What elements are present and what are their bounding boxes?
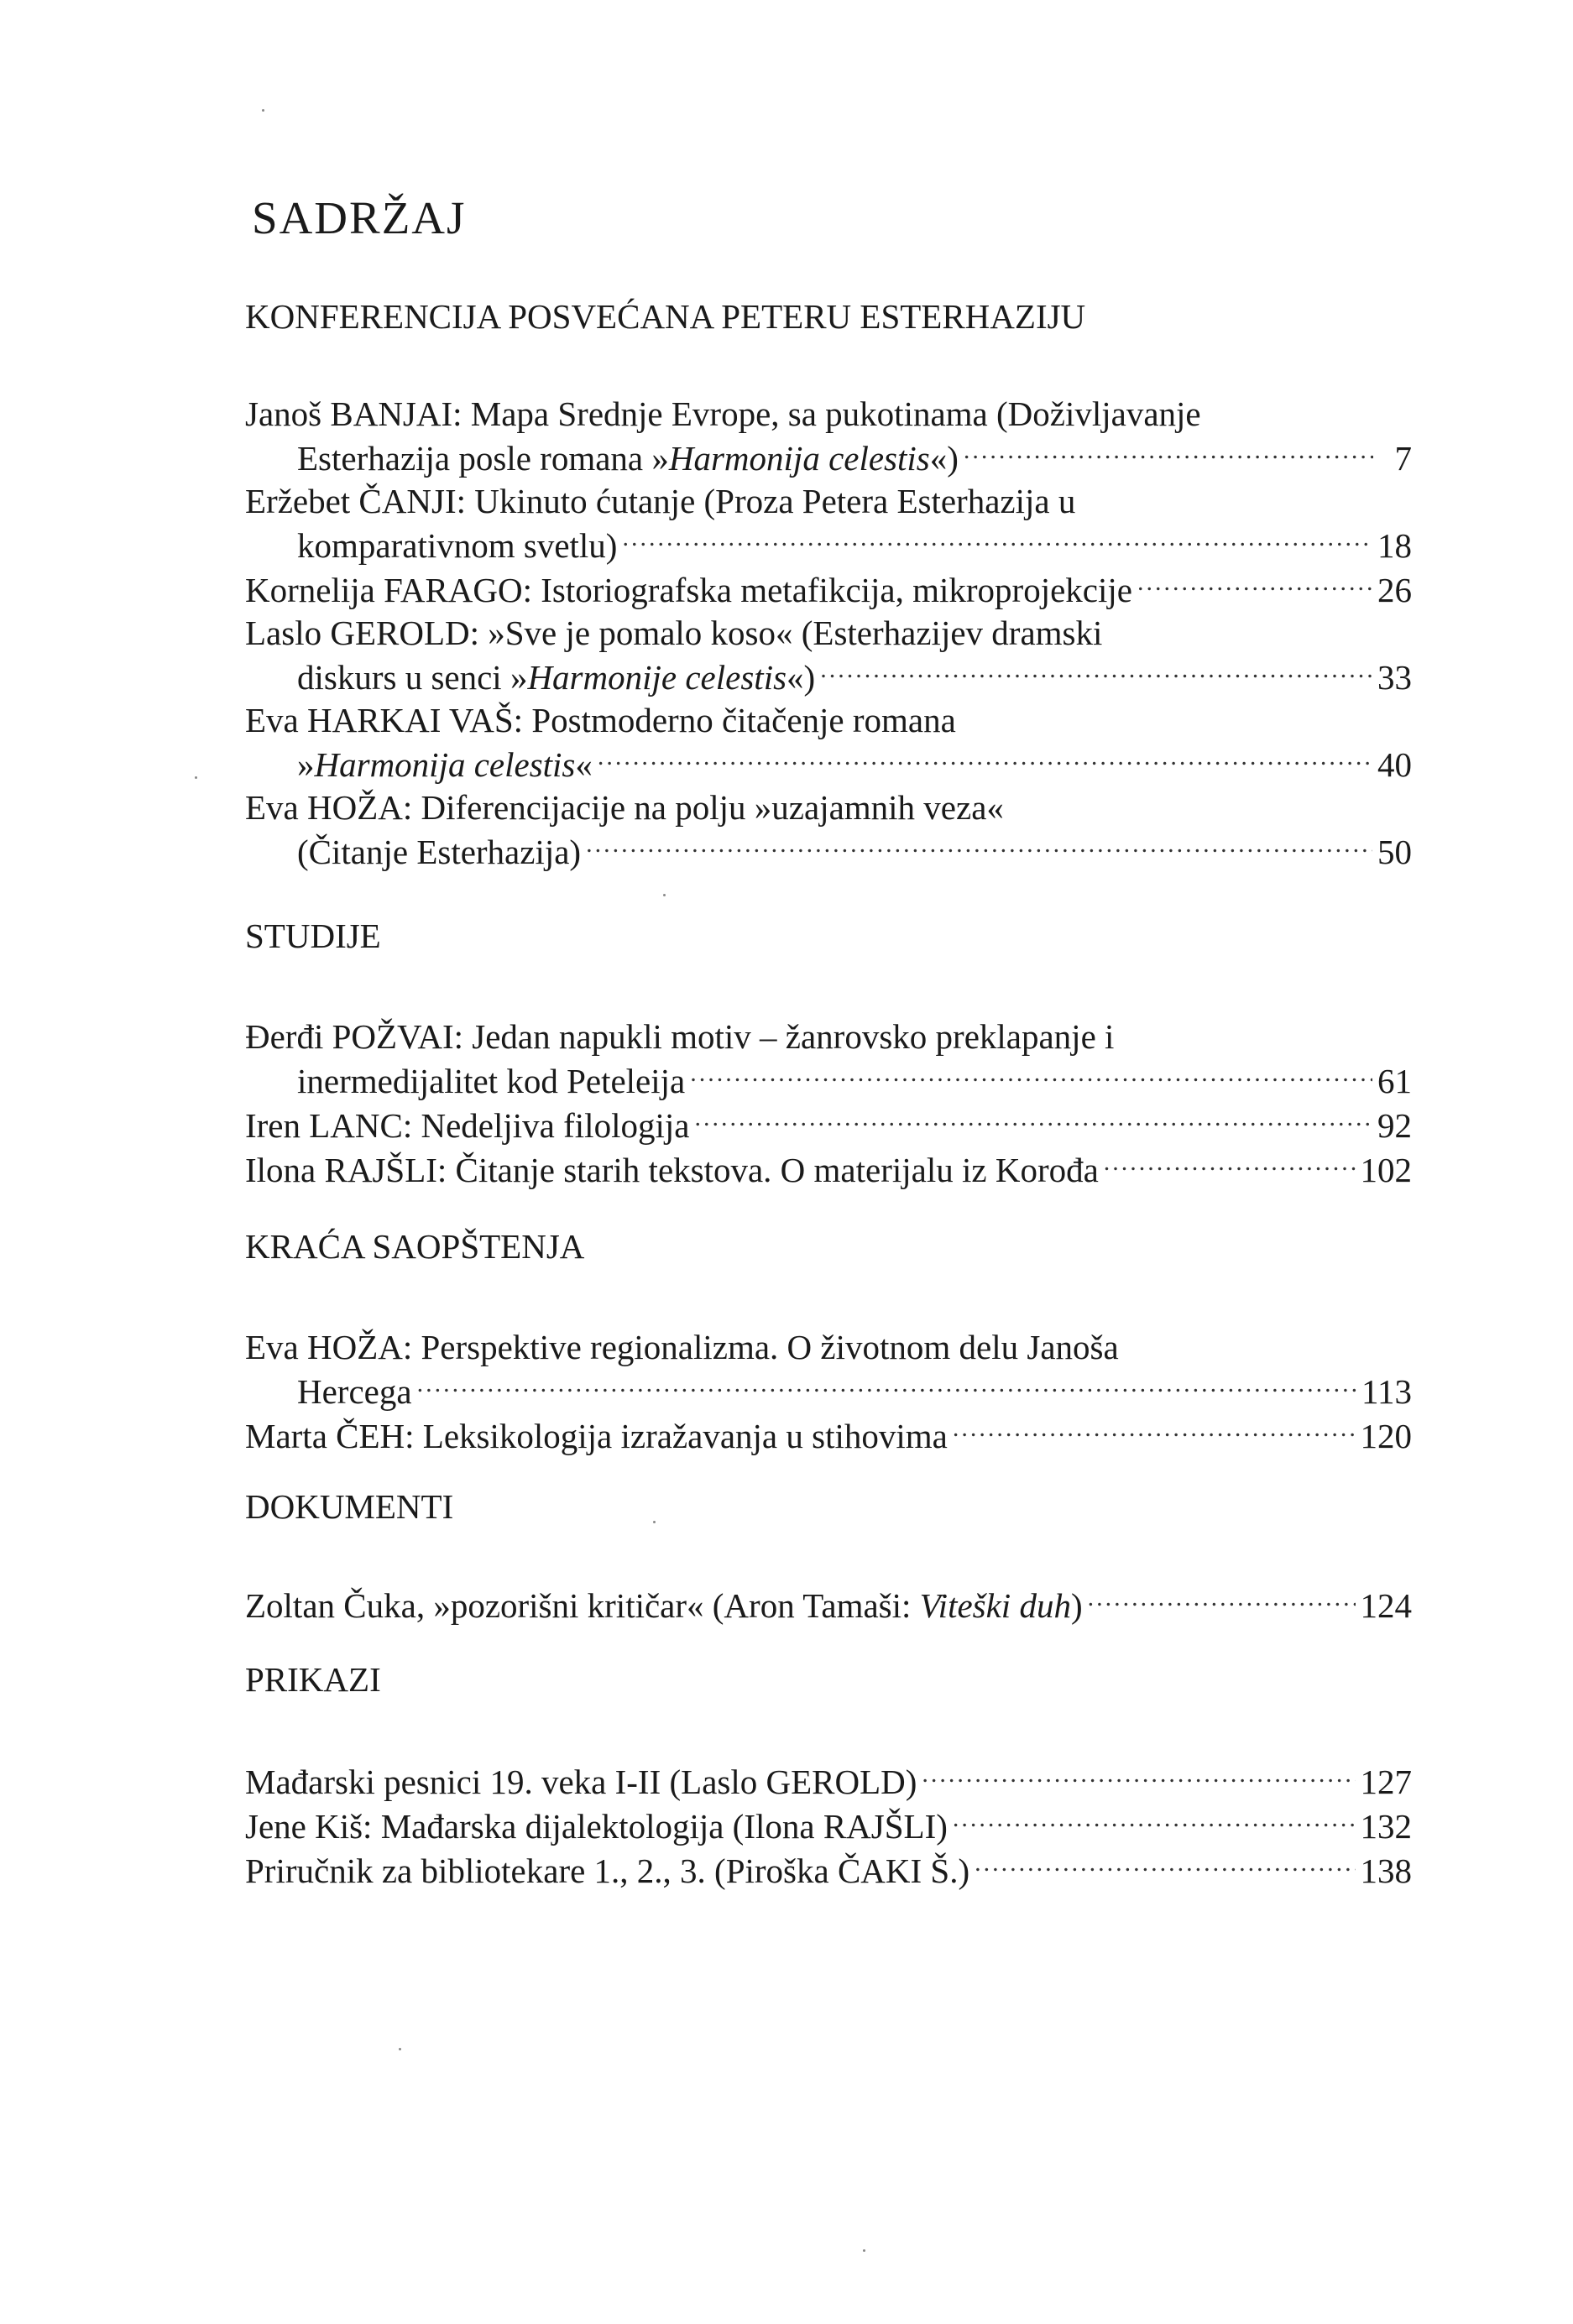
page-title: SADRŽAJ xyxy=(252,192,467,243)
dot-leader xyxy=(1088,1583,1356,1617)
entry-last-line xyxy=(245,1804,1412,1848)
section-heading: STUDIJE xyxy=(245,917,381,955)
page-number: 61 xyxy=(1377,1062,1412,1100)
entry-last-line xyxy=(245,1369,1412,1413)
entry-text: diskurs u senci » xyxy=(297,658,528,697)
entry-last-line xyxy=(245,1103,1412,1147)
entry-first-line: Eva HOŽA: Diferencijacije na polju »uzajamnih veza« xyxy=(245,788,1004,827)
toc-entry[interactable] xyxy=(245,1147,1412,1192)
dot-leader xyxy=(964,436,1373,470)
page-number: 50 xyxy=(1377,833,1412,871)
entry-text: Iren LANC: Nedeljiva filologija xyxy=(245,1106,690,1145)
page-number: 7 xyxy=(1394,439,1412,478)
toc-section xyxy=(245,1658,1412,1893)
entry-text: Jene Kiš: Mađarska dijalektologija (Ilona RAJŠLI) xyxy=(245,1807,948,1846)
dot-leader xyxy=(694,1103,1372,1137)
dot-leader xyxy=(922,1759,1355,1794)
toc-entry[interactable] xyxy=(245,1016,1412,1103)
entry-text: Zoltan Čuka, »pozorišni kritičar« (Aron Tamaši: xyxy=(245,1586,920,1625)
entry-last-line xyxy=(245,1759,1412,1804)
page-number: 40 xyxy=(1377,745,1412,784)
toc-entry[interactable] xyxy=(245,699,1412,786)
toc-entry[interactable] xyxy=(245,786,1412,874)
entry-list xyxy=(245,1326,1412,1458)
dot-leader xyxy=(586,829,1372,864)
dot-leader xyxy=(820,655,1372,689)
entry-text: Mađarski pesnici 19. veka I-II (Laslo GEROLD) xyxy=(245,1763,917,1801)
scan-speck xyxy=(195,776,197,779)
entry-text: «) xyxy=(786,658,816,697)
page-number: 102 xyxy=(1360,1151,1412,1189)
scan-speck xyxy=(262,109,264,112)
dot-leader xyxy=(975,1848,1355,1883)
toc-entry[interactable] xyxy=(245,1103,1412,1147)
dot-leader xyxy=(417,1369,1356,1403)
dot-leader xyxy=(1137,567,1372,602)
toc-entry[interactable] xyxy=(245,1413,1412,1458)
entry-last-line xyxy=(245,1147,1412,1192)
dot-leader xyxy=(622,523,1372,557)
entry-text: komparativnom svetlu) xyxy=(297,526,618,565)
dot-leader xyxy=(953,1413,1356,1448)
page-number: 138 xyxy=(1360,1851,1412,1890)
page-number: 26 xyxy=(1377,571,1412,609)
section-heading: KONFERENCIJA POSVEĆANA PETERU ESTERHAZIJU xyxy=(245,297,1086,336)
toc-entry[interactable] xyxy=(245,567,1412,612)
toc-entry[interactable] xyxy=(245,1326,1412,1413)
page-number: 120 xyxy=(1360,1417,1412,1455)
page-number: 132 xyxy=(1360,1807,1412,1846)
entry-list xyxy=(245,1583,1412,1627)
entry-text: Ilona RAJŠLI: Čitanje starih tekstova. O materijalu iz Korođa xyxy=(245,1151,1099,1189)
entry-italic-title: Harmonija celestis xyxy=(314,745,576,784)
entry-first-line: Eva HOŽA: Perspektive regionalizma. O životnom delu Janoša xyxy=(245,1328,1119,1366)
entry-last-line xyxy=(245,567,1412,612)
entry-last-line xyxy=(245,1583,1412,1627)
toc-section xyxy=(245,1486,1412,1627)
dot-leader xyxy=(598,742,1372,776)
toc-entry[interactable] xyxy=(245,1804,1412,1848)
entry-italic-title: Harmonije celestis xyxy=(527,658,787,697)
entry-text: (Čitanje Esterhazija) xyxy=(297,833,582,871)
entry-last-line xyxy=(245,1848,1412,1893)
entry-list xyxy=(245,1759,1412,1893)
entry-text: «) xyxy=(929,439,959,478)
toc-section xyxy=(245,295,1412,874)
entry-text: Marta ČEH: Leksikologija izražavanja u stihovima xyxy=(245,1417,948,1455)
dot-leader xyxy=(1104,1147,1356,1182)
entry-text: ) xyxy=(1070,1586,1083,1625)
scan-speck xyxy=(863,2249,865,2252)
dot-leader xyxy=(690,1058,1372,1093)
section-heading: KRAĆA SAOPŠTENJA xyxy=(245,1227,585,1266)
entry-text: Kornelija FARAGO: Istoriografska metafikcija, mikroprojekcije xyxy=(245,571,1132,609)
toc-section xyxy=(245,1225,1412,1458)
page-number: 127 xyxy=(1360,1763,1412,1801)
entry-text: « xyxy=(575,745,593,784)
section-heading: DOKUMENTI xyxy=(245,1487,454,1526)
toc-entry[interactable] xyxy=(245,480,1412,567)
entry-text: Esterhazija posle romana » xyxy=(297,439,669,478)
toc-entry[interactable] xyxy=(245,393,1412,480)
entry-first-line: Laslo GEROLD: »Sve je pomalo koso« (Esterhazijev dramski xyxy=(245,614,1103,652)
entry-italic-title: Harmonija celestis xyxy=(668,439,930,478)
dot-leader xyxy=(953,1804,1356,1838)
toc-entry[interactable] xyxy=(245,1848,1412,1893)
page-number: 18 xyxy=(1377,526,1412,565)
entry-list xyxy=(245,393,1412,874)
section-heading: PRIKAZI xyxy=(245,1660,381,1699)
entry-list xyxy=(245,1016,1412,1192)
toc-entry[interactable] xyxy=(245,612,1412,699)
page-number: 92 xyxy=(1377,1106,1412,1145)
scan-speck xyxy=(663,894,666,896)
toc-entry[interactable] xyxy=(245,1583,1412,1627)
entry-last-line xyxy=(245,1058,1412,1103)
toc-section xyxy=(245,915,1412,1192)
entry-first-line: Eva HARKAI VAŠ: Postmoderno čitačenje romana xyxy=(245,701,956,739)
entry-last-line xyxy=(245,523,1412,567)
entry-first-line: Eržebet ČANJI: Ukinuto ćutanje (Proza Petera Esterhazija u xyxy=(245,482,1076,520)
page-number: 33 xyxy=(1377,658,1412,697)
entry-first-line: Đerđi POŽVAI: Jedan napukli motiv – žanrovsko preklapanje i xyxy=(245,1017,1115,1056)
scan-speck xyxy=(399,2048,401,2050)
entry-text: » xyxy=(297,745,315,784)
scan-speck xyxy=(653,1521,656,1523)
entry-last-line xyxy=(245,655,1412,699)
entry-text: inermedijalitet kod Peteleija xyxy=(297,1062,686,1100)
entry-last-line xyxy=(245,742,1412,786)
entry-text: Hercega xyxy=(297,1372,412,1411)
page-number: 124 xyxy=(1360,1586,1412,1625)
entry-italic-title: Viteški duh xyxy=(919,1586,1071,1625)
page-number: 113 xyxy=(1361,1372,1412,1411)
entry-text: Priručnik za bibliotekare 1., 2., 3. (Piroška ČAKI Š.) xyxy=(245,1851,970,1890)
entry-last-line xyxy=(245,1413,1412,1458)
entry-last-line xyxy=(245,436,1412,480)
entry-last-line xyxy=(245,829,1412,874)
toc-entry[interactable] xyxy=(245,1759,1412,1804)
entry-first-line: Janoš BANJAI: Mapa Srednje Evrope, sa pukotinama (Doživljavanje xyxy=(245,394,1201,433)
